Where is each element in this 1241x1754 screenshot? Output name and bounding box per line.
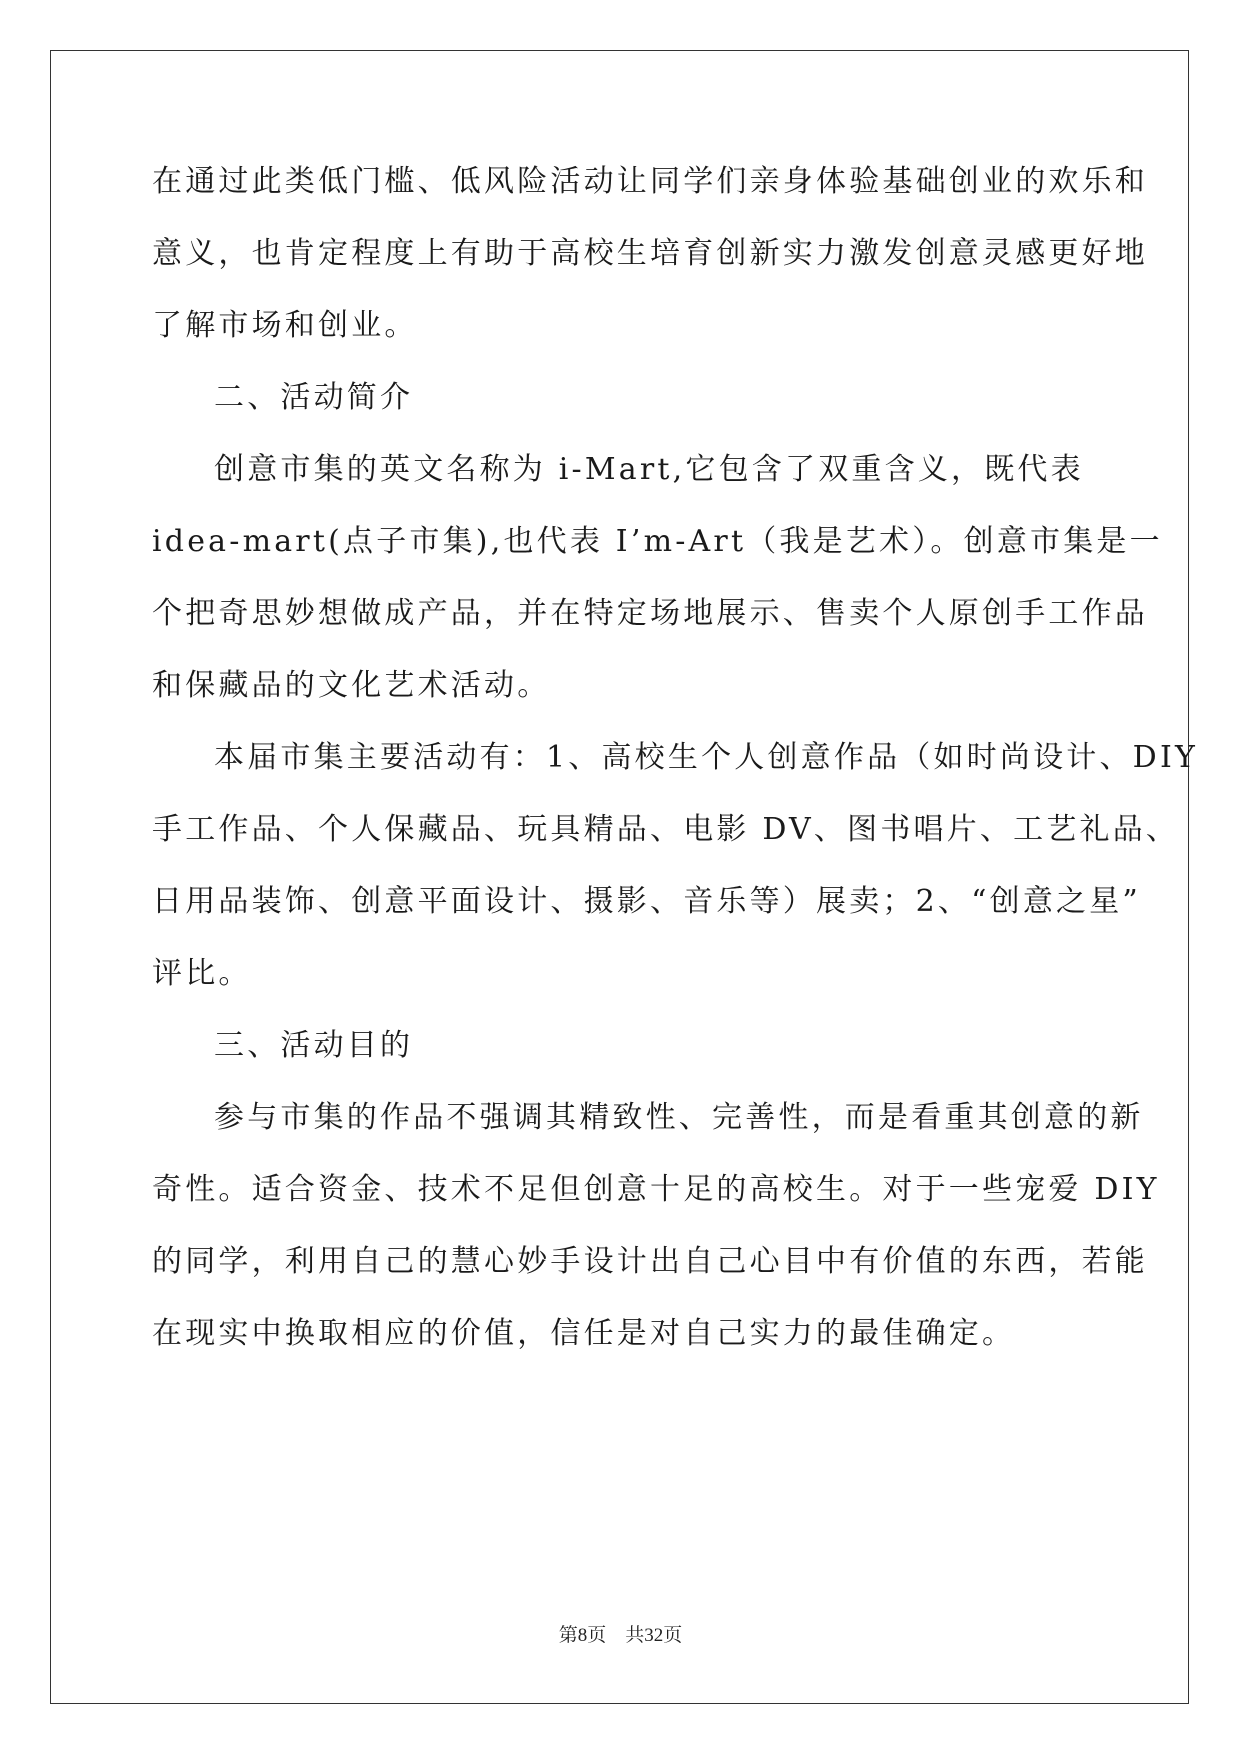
- paragraph-line: 创意市集的英文名称为 i-Mart,它包含了双重含义，既代表: [214, 452, 1084, 487]
- page-prefix: 第: [558, 1625, 578, 1646]
- paragraph-line: 了解市场和创业。: [152, 308, 418, 343]
- paragraph-line: 个把奇思妙想做成产品，并在特定场地展示、售卖个人原创手工作品: [152, 596, 1148, 631]
- page-border: [50, 50, 1189, 1704]
- paragraph-line: 手工作品、个人保藏品、玩具精品、电影 DV、图书唱片、工艺礼品、: [152, 812, 1180, 847]
- paragraph-line: 在现实中换取相应的价值，信任是对自己实力的最佳确定。: [152, 1316, 1016, 1351]
- section-heading: 二、活动简介: [214, 380, 414, 415]
- paragraph-line: 评比。: [152, 956, 252, 991]
- page-suffix: 页: [587, 1625, 607, 1646]
- paragraph-line: 意义，也肯定程度上有助于高校生培育创新实力激发创意灵感更好地: [152, 236, 1148, 271]
- total-pages: 32: [644, 1625, 664, 1646]
- paragraph-line: 的同学，利用自己的慧心妙手设计出自己心目中有价值的东西，若能: [152, 1244, 1148, 1279]
- paragraph-line: 本届市集主要活动有：1、高校生个人创意作品（如时尚设计、DIY: [214, 740, 1198, 775]
- total-prefix: 共: [625, 1625, 645, 1646]
- paragraph-line: 奇性。适合资金、技术不足但创意十足的高校生。对于一些宠爱 DIY: [152, 1172, 1160, 1207]
- section-heading: 三、活动目的: [214, 1028, 414, 1063]
- page-footer: [0, 1620, 1241, 1647]
- total-suffix: 页: [663, 1625, 683, 1646]
- page-number: 8: [577, 1625, 588, 1646]
- paragraph-line: 和保藏品的文化艺术活动。: [152, 668, 551, 703]
- paragraph-line: idea-mart(点子市集),也代表 I’m-Art（我是艺术）。创意市集是一: [152, 524, 1163, 559]
- paragraph-line: 在通过此类低门槛、低风险活动让同学们亲身体验基础创业的欢乐和: [152, 164, 1148, 199]
- paragraph-line: 日用品装饰、创意平面设计、摄影、音乐等）展卖；2、“创意之星”: [152, 884, 1141, 919]
- paragraph-line: 参与市集的作品不强调其精致性、完善性，而是看重其创意的新: [214, 1100, 1144, 1135]
